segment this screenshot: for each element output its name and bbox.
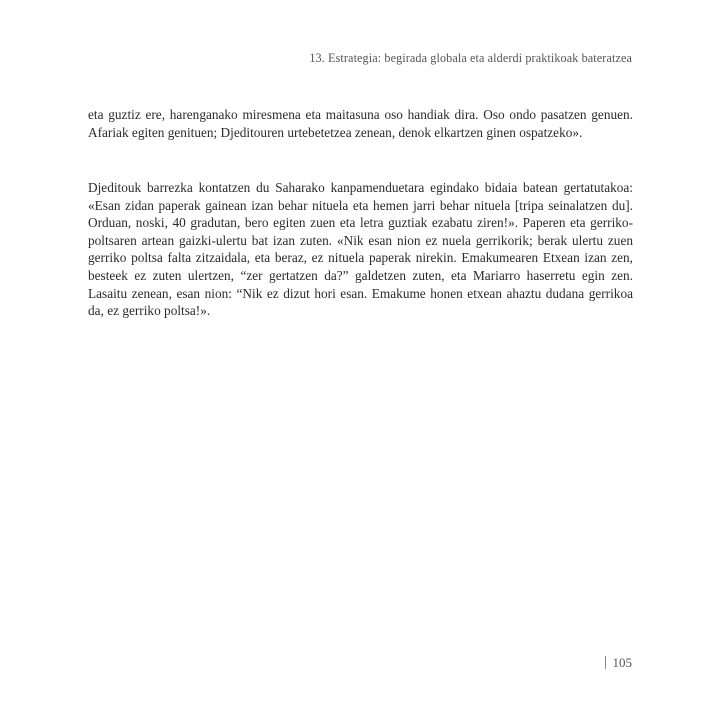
body-paragraph-2: Djeditouk barrezka kontatzen du Saharako kanpamenduetara egindako bidaia batean gertatutakoa: «Esan zidan paperak gainean izan behar nituela eta hemen jarri behar nituela [tripa seinalatzen du]. Orduan, noski, 40 gradutan, bero egiten zuen eta letra guztiak ezabatu ziren!». Paperen eta gerriko-poltsaren artean gaizki-ulertu bat izan zuten. «Nik esan nion ez nuela gerrikorik; berak ulertu zuen gerriko poltsa falta zitzaidala, eta beraz, ez nituela paperak nirekin. Emakumearen Etxean izan zen, besteek ez zuten ulertzen, “zer gertatzen da?” galdetzen zuten, eta Mariarro haserretu egin zen. Lasaitu zenean, esan nion: “Nik ez dizut hori esan. Emakume honen etxean ahaztu dudana gerrikoa da, ez gerriko poltsa!». <box>88 180 633 319</box>
body-paragraph-1: eta guztiz ere, harenganako miresmena eta maitasuna oso handiak dira. Oso ondo pasatzen genuen. Afariak egiten genituen; Djeditouren urtebetetzea zenean, denok elkartzen ginen ospatzeko». <box>88 107 633 140</box>
page-footer <box>605 655 633 671</box>
running-header: 13. Estrategia: begirada globala eta alderdi praktikoak bateratzea <box>309 51 632 65</box>
footer-separator <box>605 656 606 669</box>
page-number: 105 <box>612 655 632 670</box>
